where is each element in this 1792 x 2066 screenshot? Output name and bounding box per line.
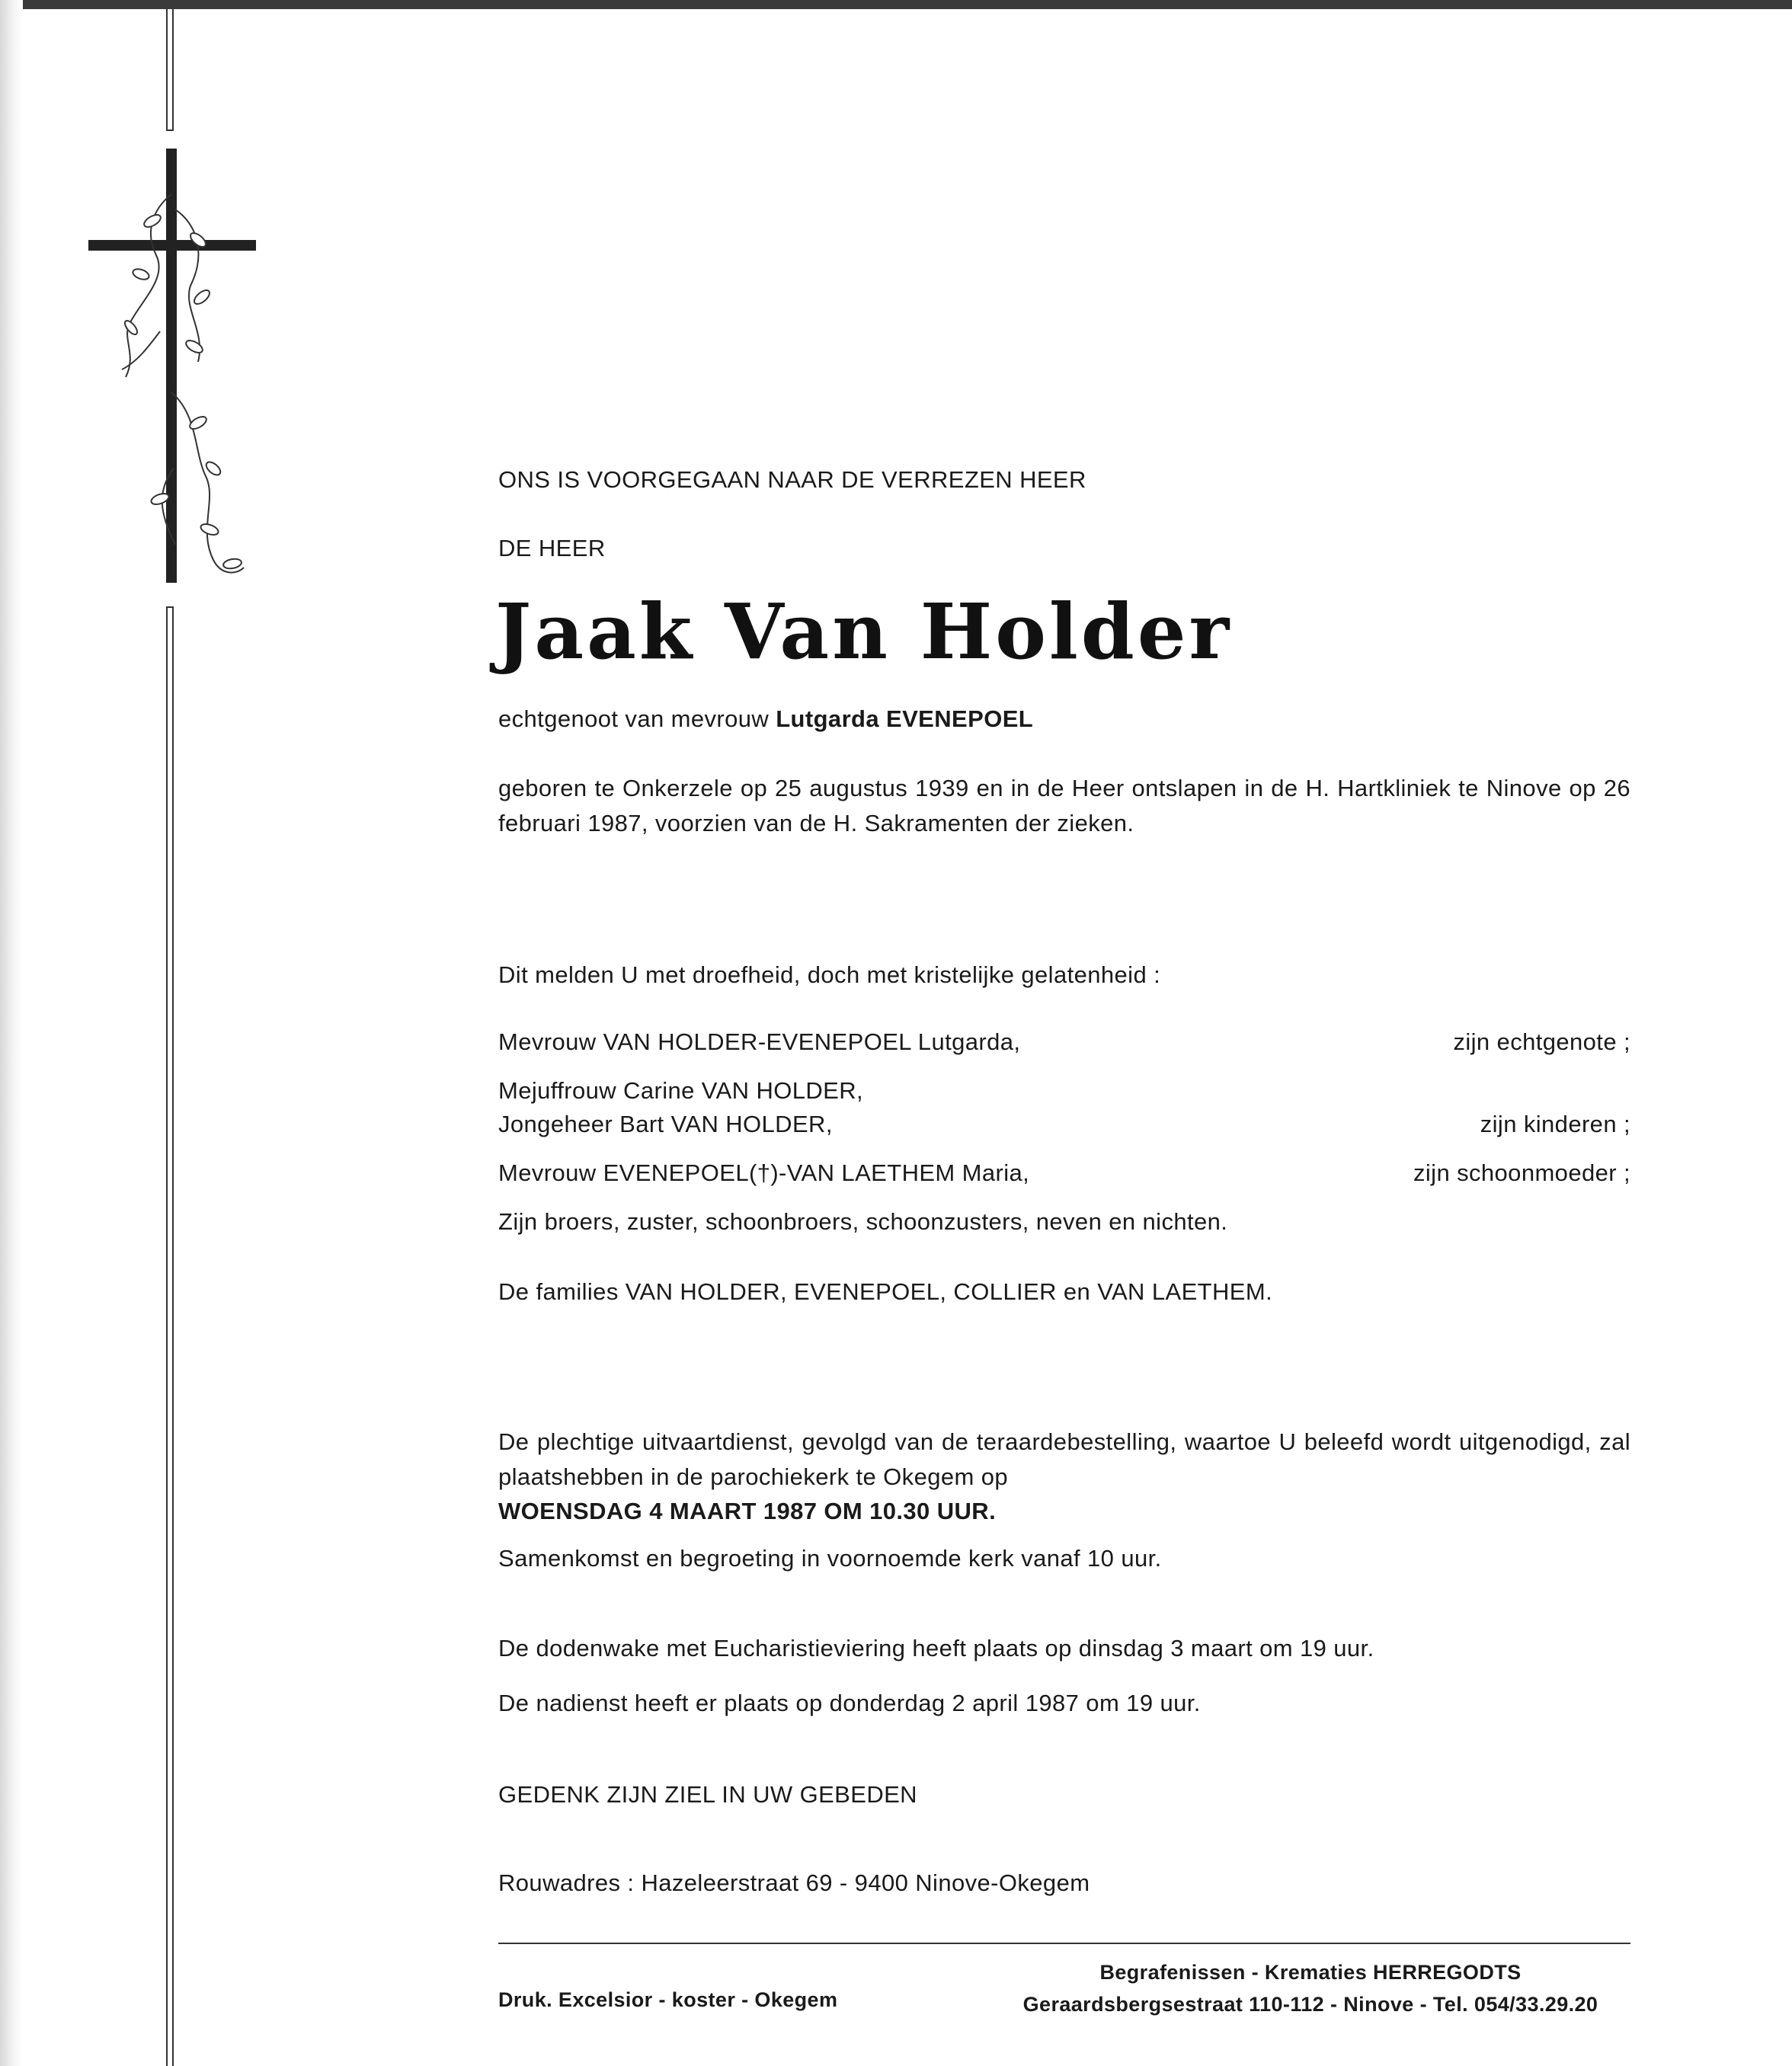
- relative-row: [498, 1028, 1630, 1062]
- cross-with-vine-icon: [84, 149, 267, 590]
- intro-text: ONS IS VOORGEGAAN NAAR DE VERREZEN HEER: [498, 466, 1086, 493]
- relative-row: [498, 1111, 1630, 1144]
- spouse-prefix: echtgenoot van mevrouw: [498, 705, 770, 732]
- decorative-rule-bottom: [166, 606, 174, 2066]
- relative-row: [498, 1077, 1630, 1111]
- undertaker-line-2: Geraardsbergsestraat 110-112 - Ninove - Tel. 054/33.29.20: [1022, 1993, 1598, 2016]
- deceased-name: Jaak Van Holder: [495, 587, 1233, 676]
- scan-top-edge: [0, 0, 1792, 9]
- scan-left-edge: [0, 0, 23, 2066]
- relative-name: Jongeheer Bart VAN HOLDER,: [498, 1111, 833, 1137]
- spouse-name: Lutgarda EVENEPOEL: [776, 705, 1034, 732]
- relative-role: zijn schoonmoeder ;: [1413, 1159, 1630, 1186]
- birth-text: geboren te Onkerzele op 25 augustus 1939 en in de Heer ontslapen in de H. Hartkliniek te Ninove op 26 februari 1987, voorzien van de H. Sakramenten der zieken.: [498, 775, 1630, 836]
- undertaker-line-1: Begrafenissen - Krematies HERREGODTS: [1099, 1961, 1522, 1984]
- announcement-intro: Dit melden U met droefheid, doch met kristelijke gelatenheid :: [498, 961, 1161, 988]
- decorative-rule-top: [166, 9, 174, 131]
- title-prefix: DE HEER: [498, 535, 606, 561]
- relative-row: [498, 1159, 1630, 1193]
- followup-text: De nadienst heeft er plaats op donderdag 2 april 1987 om 19 uur.: [498, 1690, 1201, 1716]
- service-datetime: WOENSDAG 4 MAART 1987 OM 10.30 UUR.: [498, 1498, 997, 1524]
- address-text: Rouwadres : Hazeleerstraat 69 - 9400 Ninove-Okegem: [498, 1869, 1090, 1896]
- gathering-text: Samenkomst en begroeting in voornoemde kerk vanaf 10 uur.: [498, 1545, 1162, 1572]
- footer-divider: [498, 1943, 1630, 1944]
- families-text: De families VAN HOLDER, EVENEPOEL, COLLIER en VAN LAETHEM.: [498, 1278, 1273, 1305]
- service-text: De plechtige uitvaartdienst, gevolgd van de teraardebestelling, waartoe U beleefd wordt uitgenodigd, zal plaatshebben in de parochiekerk te Okegem op: [498, 1428, 1630, 1490]
- relative-name: Mejuffrouw Carine VAN HOLDER,: [498, 1077, 864, 1104]
- wake-text: De dodenwake met Eucharistieviering heeft plaats op dinsdag 3 maart om 19 uur.: [498, 1635, 1374, 1661]
- relative-role: zijn echtgenote ;: [1453, 1028, 1630, 1055]
- siblings-text: Zijn broers, zuster, schoonbroers, schoonzusters, neven en nichten.: [498, 1208, 1228, 1235]
- printer-credit: Druk. Excelsior - koster - Okegem: [498, 1988, 838, 2011]
- relative-name: Mevrouw EVENEPOEL(†)-VAN LAETHEM Maria,: [498, 1159, 1030, 1186]
- undertaker-credit: [1006, 1956, 1615, 2020]
- relative-role: zijn kinderen ;: [1480, 1111, 1630, 1137]
- spouse-line: [498, 705, 1033, 733]
- prayer-text: GEDENK ZIJN ZIEL IN UW GEBEDEN: [498, 1781, 917, 1808]
- relative-name: Mevrouw VAN HOLDER-EVENEPOEL Lutgarda,: [498, 1028, 1021, 1055]
